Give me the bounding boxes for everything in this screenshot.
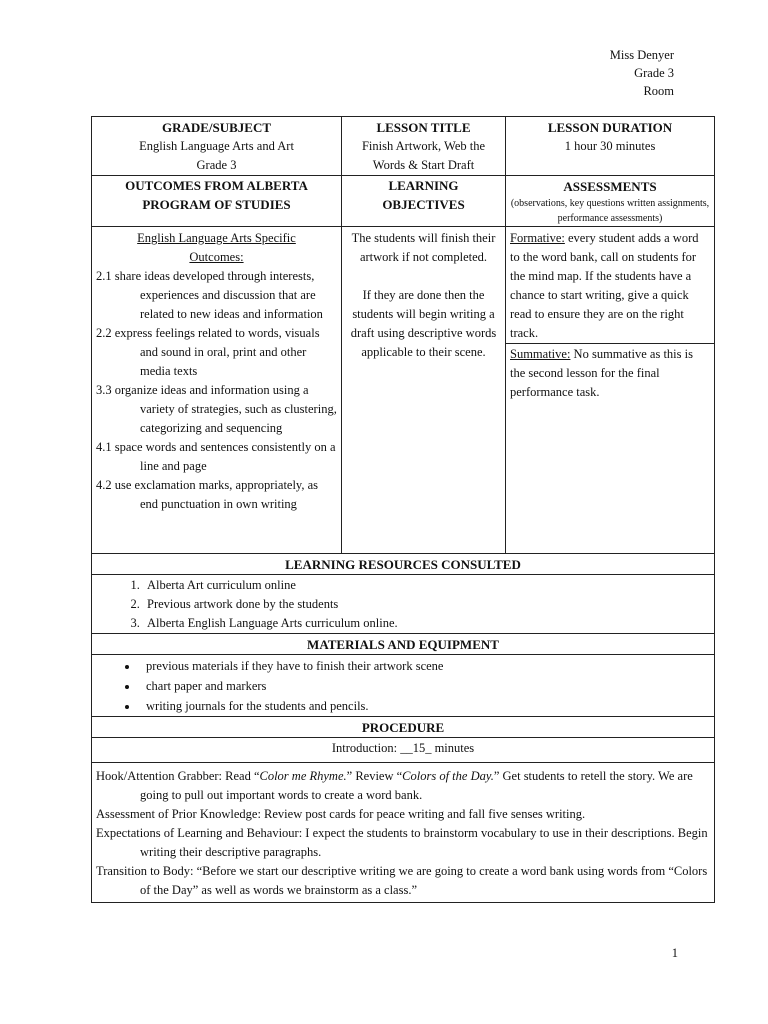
lesson-info-row [92, 117, 715, 176]
list-item: 1. Alberta Art curriculum online [143, 576, 710, 595]
objective-paragraph-2: If they are done then the students will begin writing a draft using descriptive words applicable to their scene. [350, 288, 497, 359]
prior-knowledge-paragraph: Assessment of Prior Knowledge: Review post cards for peace writing and fall five senses writing. [96, 807, 586, 821]
list-item: 3. Alberta English Language Arts curriculum online. [143, 614, 710, 633]
summative-cell [506, 344, 715, 554]
lesson-duration-label: LESSON DURATION [547, 120, 673, 135]
resources-heading-row [92, 554, 715, 575]
outcome-item: 4.1 space words and sentences consistently on a line and page [96, 440, 336, 473]
room-label: Room [643, 84, 674, 98]
content-row-1 [92, 227, 715, 344]
list-item: • writing journals for the students and pencils. [139, 696, 710, 716]
introduction-prefix: Introduction: [331, 741, 401, 755]
lesson-duration-value: 1 hour 30 minutes [564, 139, 656, 153]
assessments-note: (observations, key questions written assignments, performance assessments) [510, 198, 710, 224]
lesson-plan-table [91, 116, 715, 903]
hook-book-title-1: Color me Rhyme. [259, 769, 347, 783]
outcome-item: 2.2 express feelings related to words, visuals and sound in oral, print and other media texts [96, 326, 320, 378]
hook-book-title-2: Colors of the Day. [402, 769, 494, 783]
outcomes-subheading: English Language Arts Specific Outcomes: [137, 231, 296, 264]
summative-text: No summative as this is the second lesson for the final performance task. [510, 347, 693, 399]
document-header [610, 46, 674, 100]
introduction-row [92, 738, 715, 763]
introduction-suffix: minutes [431, 741, 475, 755]
procedure-heading-row [92, 717, 715, 738]
objectives-cell [342, 227, 506, 554]
assessments-heading-cell [506, 176, 715, 227]
materials-list [96, 656, 710, 716]
outcome-item: 3.3 organize ideas and information using a variety of strategies, such as clustering, categorizing and sequencing [96, 383, 337, 435]
lesson-duration-cell [506, 117, 715, 176]
introduction-cell [92, 738, 715, 763]
expectations-paragraph: Expectations of Learning and Behaviour: I expect the students to brainstorm vocabulary to use in their descriptions. Begin writing their descriptive paragraphs. [96, 826, 708, 859]
materials-row [92, 655, 715, 717]
materials-heading: MATERIALS AND EQUIPMENT [92, 634, 715, 655]
summative-label: Summative: [510, 347, 571, 361]
outcomes-cell [92, 227, 342, 554]
grade-label: Grade 3 [634, 66, 674, 80]
list-item: • previous materials if they have to finish their artwork scene [139, 656, 710, 676]
hook-text-b: ” Review “ [346, 769, 403, 783]
grade-subject-line1: English Language Arts and Art [139, 139, 294, 153]
resources-row [92, 575, 715, 634]
resources-cell [92, 575, 715, 634]
resources-list [96, 576, 710, 633]
procedure-heading: PROCEDURE [92, 717, 715, 738]
lesson-title-cell [342, 117, 506, 176]
procedure-body-cell [92, 763, 715, 903]
hook-paragraph [96, 767, 710, 805]
outcome-item: 2.1 share ideas developed through interests, experiences and discussion that are related to new ideas and information [96, 269, 323, 321]
outcomes-heading: OUTCOMES FROM ALBERTA PROGRAM OF STUDIES [92, 176, 342, 227]
materials-cell [92, 655, 715, 717]
introduction-minutes: __15_ [400, 741, 432, 755]
lesson-title-value: Finish Artwork, Web the Words & Start Draft [361, 139, 486, 172]
teacher-name: Miss Denyer [609, 48, 674, 62]
formative-cell [506, 227, 715, 344]
assessments-heading: ASSESSMENTS [563, 179, 657, 194]
resources-heading: LEARNING RESOURCES CONSULTED [92, 554, 715, 575]
grade-subject-line2: Grade 3 [196, 158, 237, 172]
grade-subject-cell [92, 117, 342, 176]
objectives-heading: LEARNING OBJECTIVES [342, 176, 506, 227]
formative-text: every student adds a word to the word bank, call on students for the mind map. If the students have a chance to start writing, give a quick read to ensure they are on the right track. [510, 231, 699, 340]
list-item: 2. Previous artwork done by the students [143, 595, 710, 614]
procedure-body-row [92, 763, 715, 903]
formative-label: Formative: [510, 231, 565, 245]
grade-subject-label: GRADE/SUBJECT [161, 120, 272, 135]
lesson-title-label: LESSON TITLE [376, 120, 471, 135]
page-number: 1 [671, 946, 678, 960]
materials-heading-row [92, 634, 715, 655]
section-headings-row [92, 176, 715, 227]
hook-text-c: ” Get students to retell the story. We are going to pull out important words to create a word bank. [140, 769, 693, 802]
objective-paragraph-1: The students will finish their artwork if not completed. [351, 231, 496, 264]
hook-text-a: Hook/Attention Grabber: Read “ [96, 769, 260, 783]
transition-paragraph: Transition to Body: “Before we start our descriptive writing we are going to create a word bank using words from “Colors of the Day” as well as words we brainstorm as a class.” [96, 864, 708, 897]
list-item: • chart paper and markers [139, 676, 710, 696]
outcome-item: 4.2 use exclamation marks, appropriately, as end punctuation in own writing [96, 478, 319, 511]
